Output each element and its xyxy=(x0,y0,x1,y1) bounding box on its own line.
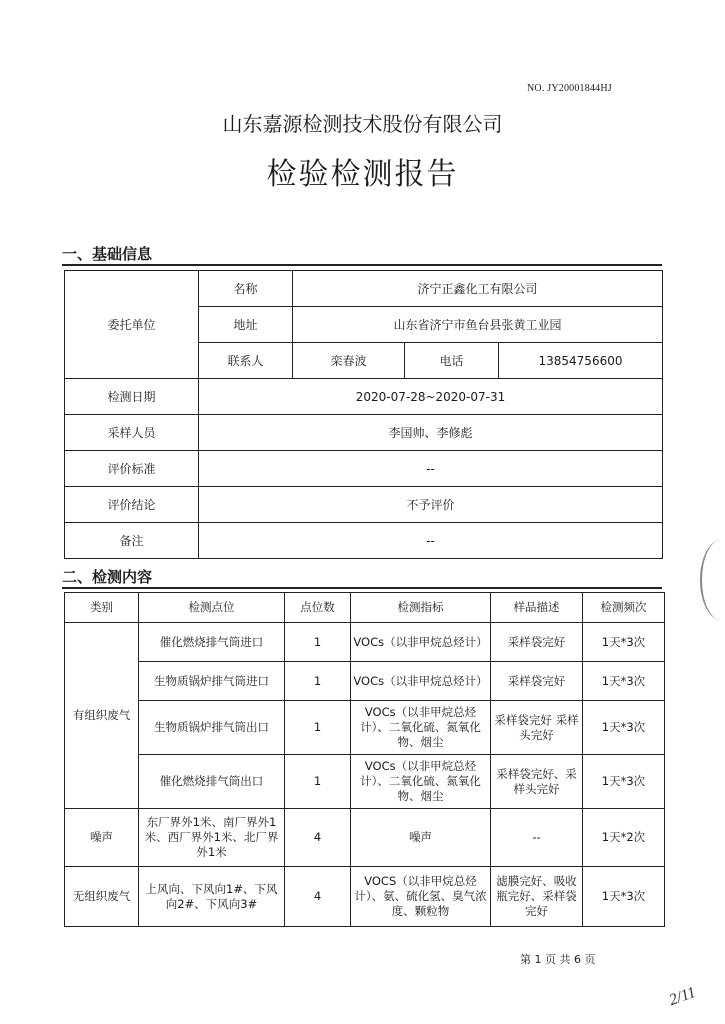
count-cell: 1 xyxy=(285,662,351,701)
freq-cell: 1天*2次 xyxy=(583,809,665,867)
date-value: 2020-07-28~2020-07-31 xyxy=(199,379,663,415)
point-cell: 生物质锅炉排气筒出口 xyxy=(139,701,285,755)
index-cell: 噪声 xyxy=(351,809,491,867)
sample-cell: 采样袋完好 xyxy=(491,662,583,701)
date-label: 检测日期 xyxy=(65,379,199,415)
sampler-value: 李国帅、李修彪 xyxy=(199,415,663,451)
header-category: 类别 xyxy=(65,593,139,623)
point-cell: 催化燃烧排气筒进口 xyxy=(139,623,285,662)
address-label: 地址 xyxy=(199,307,293,343)
report-title: 检验检测报告 xyxy=(266,157,459,192)
freq-cell: 1天*3次 xyxy=(583,701,665,755)
table-row xyxy=(65,662,665,701)
point-cell: 东厂界外1米、南厂界外1米、西厂界外1米、北厂界外1米 xyxy=(139,809,285,867)
client-label: 委托单位 xyxy=(65,271,199,379)
remark-label: 备注 xyxy=(65,523,199,559)
conclusion-value: 不予评价 xyxy=(199,487,663,523)
freq-cell: 1天*3次 xyxy=(583,755,665,809)
header-index: 检测指标 xyxy=(351,593,491,623)
freq-cell: 1天*3次 xyxy=(583,623,665,662)
index-cell: VOCS（以非甲烷总烃计）、氨、硫化氢、臭气浓度、颗粒物 xyxy=(351,867,491,927)
section-divider xyxy=(62,587,662,589)
phone-value: 13854756600 xyxy=(499,343,663,379)
point-cell: 生物质锅炉排气筒进口 xyxy=(139,662,285,701)
section-content-heading: 二、检测内容 xyxy=(62,568,153,586)
remark-value: -- xyxy=(199,523,663,559)
index-cell: VOCs（以非甲烷总烃计）、二氧化硫、氮氧化物、烟尘 xyxy=(351,701,491,755)
sample-cell: -- xyxy=(491,809,583,867)
sample-cell: 采样袋完好 xyxy=(491,623,583,662)
table-row xyxy=(65,623,665,662)
standard-value: -- xyxy=(199,451,663,487)
sampler-label: 采样人员 xyxy=(65,415,199,451)
standard-label: 评价标准 xyxy=(65,451,199,487)
basic-info-table xyxy=(64,270,663,559)
point-cell: 催化燃烧排气筒出口 xyxy=(139,755,285,809)
freq-cell: 1天*3次 xyxy=(583,867,665,927)
conclusion-label: 评价结论 xyxy=(65,487,199,523)
table-row xyxy=(65,755,665,809)
count-cell: 1 xyxy=(285,623,351,662)
count-cell: 1 xyxy=(285,755,351,809)
freq-cell: 1天*3次 xyxy=(583,662,665,701)
sample-cell: 采样袋完好、采样头完好 xyxy=(491,755,583,809)
contact-label: 联系人 xyxy=(199,343,293,379)
point-cell: 上风向、下风向1#、下风向2#、下风向3# xyxy=(139,867,285,927)
index-cell: VOCs（以非甲烷总烃计）、二氧化硫、氮氧化物、烟尘 xyxy=(351,755,491,809)
phone-label: 电话 xyxy=(405,343,499,379)
report-number: NO. JY20001844HJ xyxy=(527,83,612,94)
contact-value: 栾春波 xyxy=(293,343,405,379)
content-table xyxy=(64,592,665,927)
count-cell: 4 xyxy=(285,867,351,927)
address-value: 山东省济宁市鱼台县张黄工业园 xyxy=(293,307,663,343)
index-cell: VOCs（以非甲烷总烃计） xyxy=(351,623,491,662)
header-count: 点位数 xyxy=(285,593,351,623)
section-divider xyxy=(62,264,662,266)
category-cell: 噪声 xyxy=(65,809,139,867)
sample-cell: 滤膜完好、吸收瓶完好、采样袋完好 xyxy=(491,867,583,927)
category-cell: 有组织废气 xyxy=(65,623,139,809)
count-cell: 4 xyxy=(285,809,351,867)
page-indicator: 第 1 页 共 6 页 xyxy=(520,953,596,966)
name-value: 济宁正鑫化工有限公司 xyxy=(293,271,663,307)
category-cell: 无组织废气 xyxy=(65,867,139,927)
header-freq: 检测频次 xyxy=(583,593,665,623)
section-basic-info-heading: 一、基础信息 xyxy=(62,245,153,263)
count-cell: 1 xyxy=(285,701,351,755)
handwritten-page-mark: 2/11 xyxy=(666,983,699,1010)
header-point: 检测点位 xyxy=(139,593,285,623)
company-name: 山东嘉源检测技术股份有限公司 xyxy=(222,112,503,136)
table-row xyxy=(65,809,665,867)
sample-cell: 采样袋完好 采样头完好 xyxy=(491,701,583,755)
seal-stamp-edge xyxy=(700,540,725,620)
header-sample: 样品描述 xyxy=(491,593,583,623)
index-cell: VOCs（以非甲烷总烃计） xyxy=(351,662,491,701)
table-row xyxy=(65,701,665,755)
name-label: 名称 xyxy=(199,271,293,307)
table-row xyxy=(65,867,665,927)
